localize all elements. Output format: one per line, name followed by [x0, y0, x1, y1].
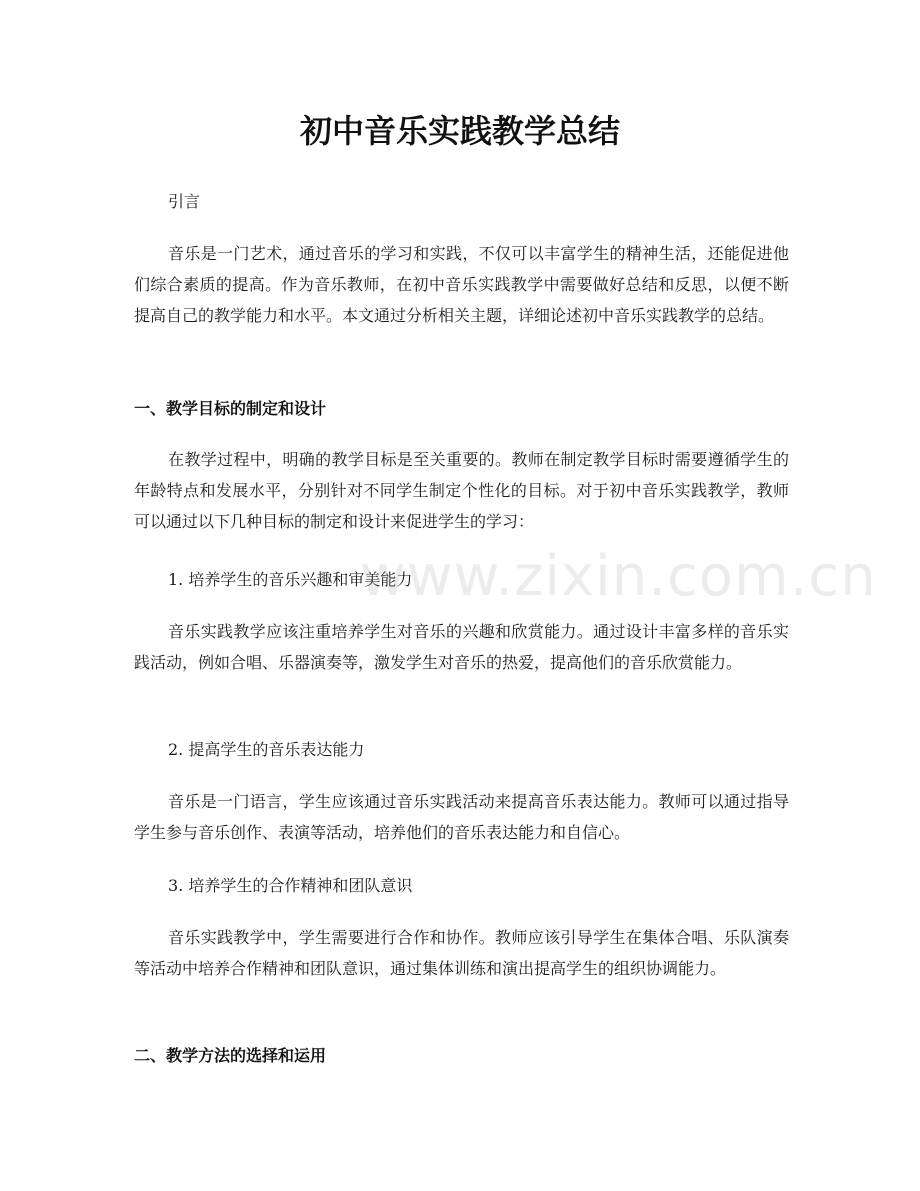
goal-item-label-1: 1. 培养学生的音乐兴趣和审美能力	[168, 570, 413, 589]
goal-item-text-1: 音乐实践教学应该注重培养学生对音乐的兴趣和欣赏能力。通过设计丰富多样的音乐实践活动，例如合唱、乐器演奏等，激发学生对音乐的热爱，提高他们的音乐欣赏能力。	[134, 622, 789, 672]
goal-item-text-3: 音乐实践教学中，学生需要进行合作和协作。教师应该引导学生在集体合唱、乐队演奏等活动中培养合作精神和团队意识，通过集体训练和演出提高学生的组织协调能力。	[134, 928, 789, 978]
document-title: 初中音乐实践教学总结	[299, 112, 620, 150]
section-heading-goals: 一、教学目标的制定和设计	[134, 399, 327, 418]
section-heading-methods: 二、教学方法的选择和运用	[134, 1046, 327, 1065]
goal-item-label-2: 2. 提高学生的音乐表达能力	[168, 740, 365, 759]
section-goals-paragraph: 在教学过程中，明确的教学目标是至关重要的。教师在制定教学目标时需要遵循学生的年龄特点和发展水平，分别针对不同学生制定个性化的目标。对于初中音乐实践教学，教师可以通过以下几种目标的制定和设计来促进学生的学习：	[134, 450, 789, 531]
intro-paragraph: 音乐是一门艺术，通过音乐的学习和实践，不仅可以丰富学生的精神生活，还能促进他们综合素质的提高。作为音乐教师，在初中音乐实践教学中需要做好总结和反思，以便不断提高自己的教学能力和水平。本文通过分析相关主题，详细论述初中音乐实践教学的总结。	[134, 244, 789, 325]
goal-item-text-2: 音乐是一门语言，学生应该通过音乐实践活动来提高音乐表达能力。教师可以通过指导学生参与音乐创作、表演等活动，培养他们的音乐表达能力和自信心。	[134, 792, 789, 842]
goal-item-label-3: 3. 培养学生的合作精神和团队意识	[168, 876, 413, 895]
watermark: www.zixin.com.cn	[360, 544, 877, 609]
intro-label: 引言	[168, 192, 201, 211]
